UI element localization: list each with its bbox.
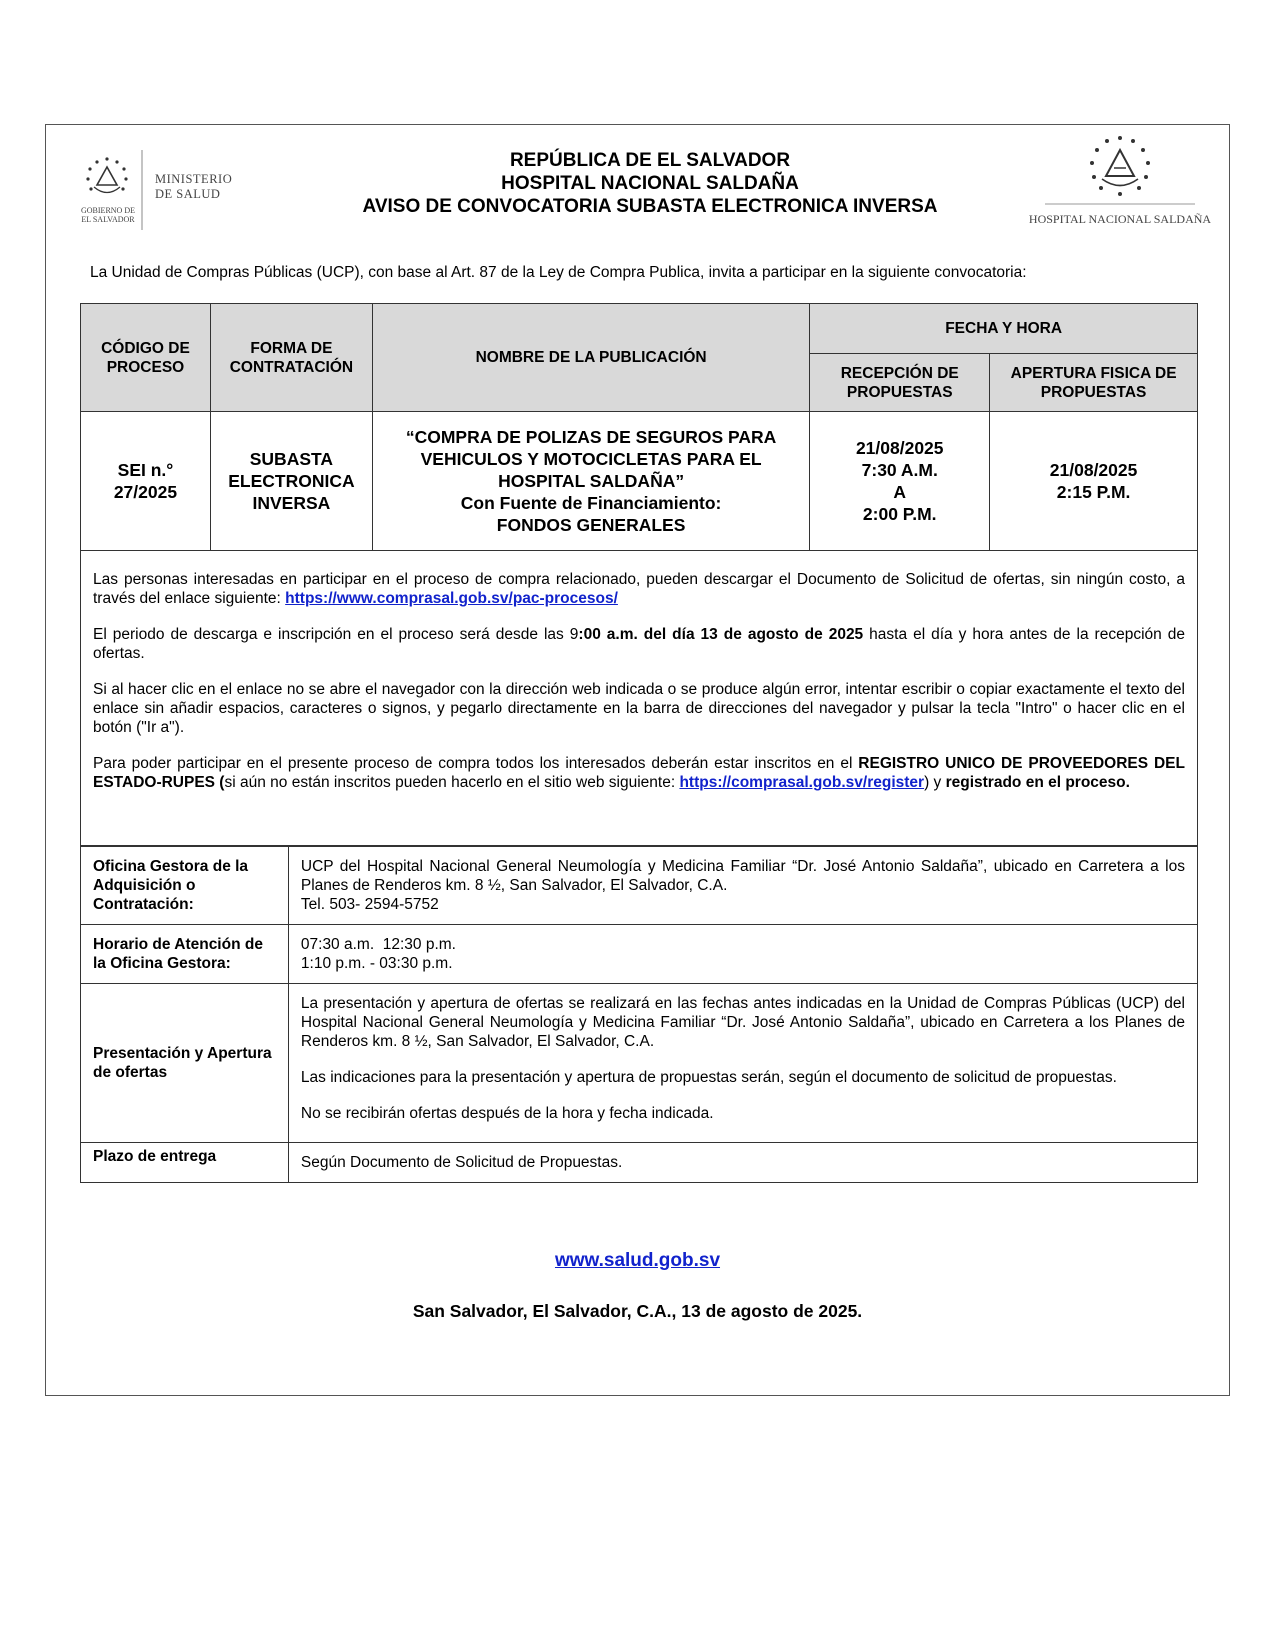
apertura-line: 2:15 P.M. xyxy=(1056,482,1131,502)
national-seal-icon xyxy=(1025,130,1215,206)
cell-forma xyxy=(210,412,372,551)
value-plazo: Según Documento de Solicitud de Propuestas. xyxy=(288,1143,1197,1183)
place-date: San Salvador, El Salvador, C.A., 13 de agosto de 2025. xyxy=(412,1301,863,1321)
details-row xyxy=(81,1143,1198,1183)
forma-line: SUBASTA xyxy=(249,449,334,469)
recepcion-line: A xyxy=(893,482,907,502)
cell-apertura xyxy=(990,412,1198,551)
title-line-3: AVISO DE CONVOCATORIA SUBASTA ELECTRONICA INVERSA xyxy=(362,196,938,217)
intro-text: La Unidad de Compras Públicas (UCP), con base al Art. 87 de la Ley de Compra Publica, invita a participar en la siguiente convocatoria: xyxy=(90,264,1027,281)
header-forma: FORMA DE CONTRATACIÓN xyxy=(210,304,372,412)
horario-line: 1:10 p.m. - 03:30 p.m. xyxy=(300,955,453,972)
header-nombre: NOMBRE DE LA PUBLICACIÓN xyxy=(372,304,809,412)
horario-line: 07:30 a.m. 12:30 p.m. xyxy=(300,936,456,953)
rupes-text-c: si aún no están inscritos pueden hacerlo en el sitio web siguiente: xyxy=(224,774,680,791)
cell-codigo xyxy=(81,412,211,551)
info-instructions-paragraph: Si al hacer clic en el enlace no se abre el navegador con la dirección web indicada o se produce algún error, intentar escribir o copiar exactamente el texto del enlace sin añadir espacios, caracteres o signos, y pegarlo directamente en la barra de direcciones del navegador y pulsar la tecla "Intro" o hacer clic en el botón ("Ir a"). xyxy=(93,681,1185,736)
presentacion-label-text: Presentación y Apertura de ofertas xyxy=(93,1045,272,1081)
codigo-line: 27/2025 xyxy=(113,482,178,502)
value-horario xyxy=(288,925,1197,984)
ministerio-line1: MINISTERIO xyxy=(155,172,233,186)
rupes-registry-name: REGISTRO UNICO DE PROVEEDORES DEL ESTADO-RUPES ( xyxy=(93,755,1185,791)
codigo-line: SEI n.° xyxy=(117,460,174,480)
ministerio-salud-logo xyxy=(80,148,255,234)
nombre-line: VEHICULOS Y MOTOCICLETAS PARA EL xyxy=(420,449,762,469)
hospital-saldana-logo xyxy=(1025,130,1215,230)
hospital-logo-text: HOSPITAL NACIONAL SALDAÑA xyxy=(1028,212,1212,226)
rupes-text-a: Para poder participar en el presente proceso de compra todos los interesados deberán estar inscritos en el xyxy=(93,755,859,772)
recepcion-line: 21/08/2025 xyxy=(855,438,944,458)
header-apertura: APERTURA FISICA DE PROPUESTAS xyxy=(990,354,1198,412)
nombre-line: FONDOS GENERALES xyxy=(496,515,686,535)
forma-line: ELECTRONICA xyxy=(228,471,355,491)
header-fecha-hora: FECHA Y HORA xyxy=(810,304,1198,354)
label-oficina-gestora: Oficina Gestora de la Adquisición o Contratación: xyxy=(81,847,289,925)
presentacion-paragraph: La presentación y apertura de ofertas se realizará en las fechas antes indicadas en la Unidad de Compras Públicas (UCP) del Hospital Nacional General Neumología y Medicina Familiar “Dr. José Antonio Saldaña”, ubicado en Carretera a los Planes de Renderos km. 8 ½, San Salvador, El Salvador, C.A. xyxy=(300,995,1185,1050)
label-presentacion xyxy=(81,984,289,1143)
info-download-paragraph xyxy=(93,570,1185,608)
recepcion-line: 2:00 P.M. xyxy=(862,504,937,524)
value-oficina-gestora xyxy=(288,847,1197,925)
period-date: :00 a.m. del día 13 de agosto de 2025 xyxy=(578,626,864,643)
oficina-phone: Tel. 503- 2594-5752 xyxy=(300,896,439,913)
cell-recepcion xyxy=(810,412,990,551)
pac-procesos-link[interactable]: https://www.comprasal.gob.sv/pac-procesos/ xyxy=(285,590,618,607)
presentacion-paragraph: No se recibirán ofertas después de la hora y fecha indicada. xyxy=(300,1105,714,1122)
label-horario: Horario de Atención de la Oficina Gestora: xyxy=(81,925,289,984)
info-rupes-paragraph xyxy=(93,754,1185,792)
recepcion-line: 7:30 A.M. xyxy=(861,460,938,480)
gobierno-line2: EL SALVADOR xyxy=(81,215,135,224)
period-text-c: hasta el día y hora antes de la recepción de ofertas. xyxy=(93,626,1185,662)
nombre-line: Con Fuente de Financiamiento: xyxy=(460,493,722,513)
info-period-paragraph xyxy=(93,625,1185,663)
period-text-a: El periodo de descarga e inscripción en el proceso será desde las 9 xyxy=(93,626,579,643)
nombre-line: “COMPRA DE POLIZAS DE SEGUROS PARA xyxy=(405,427,777,447)
title-line-2: HOSPITAL NACIONAL SALDAÑA xyxy=(501,173,799,194)
rupes-text-d: ) y xyxy=(924,774,946,791)
details-table xyxy=(80,846,1198,1183)
info-section xyxy=(80,550,1198,846)
forma-line: INVERSA xyxy=(252,493,331,513)
cell-nombre xyxy=(372,412,809,551)
oficina-address: UCP del Hospital Nacional General Neumología y Medicina Familiar “Dr. José Antonio Saldaña”, ubicado en Carretera a los Planes de Renderos km. 8 ½, San Salvador, El Salvador, C.A. xyxy=(300,858,1185,894)
convocatoria-table xyxy=(80,303,1198,551)
header-codigo: CÓDIGO DE PROCESO xyxy=(81,304,211,412)
nombre-line: HOSPITAL SALDAÑA” xyxy=(498,471,685,491)
info-download-text: Las personas interesadas en participar en el proceso de compra relacionado, pueden descargar el Documento de Solicitud de ofertas, sin ningún costo, a través del enlace siguiente: xyxy=(93,571,1185,607)
gobierno-line1: GOBIERNO DE xyxy=(81,206,135,215)
title-line-1: REPÚBLICA DE EL SALVADOR xyxy=(509,150,791,171)
details-row xyxy=(81,847,1198,925)
rupes-text-e: registrado en el proceso. xyxy=(945,774,1130,791)
salud-website-link[interactable]: www.salud.gob.sv xyxy=(554,1250,721,1271)
presentacion-paragraph: Las indicaciones para la presentación y apertura de propuestas serán, según el documento de solicitud de propuestas. xyxy=(300,1069,1117,1086)
ministerio-line2: DE SALUD xyxy=(155,187,221,201)
label-plazo: Plazo de entrega xyxy=(81,1143,289,1183)
details-row xyxy=(81,925,1198,984)
register-link[interactable]: https://comprasal.gob.sv/register xyxy=(679,774,925,791)
website-footer xyxy=(0,1250,1275,1272)
details-row xyxy=(81,984,1198,1143)
value-presentacion xyxy=(288,984,1197,1143)
document-title xyxy=(260,149,1040,218)
header-recepcion: RECEPCIÓN DE PROPUESTAS xyxy=(810,354,990,412)
apertura-line: 21/08/2025 xyxy=(1049,460,1138,480)
